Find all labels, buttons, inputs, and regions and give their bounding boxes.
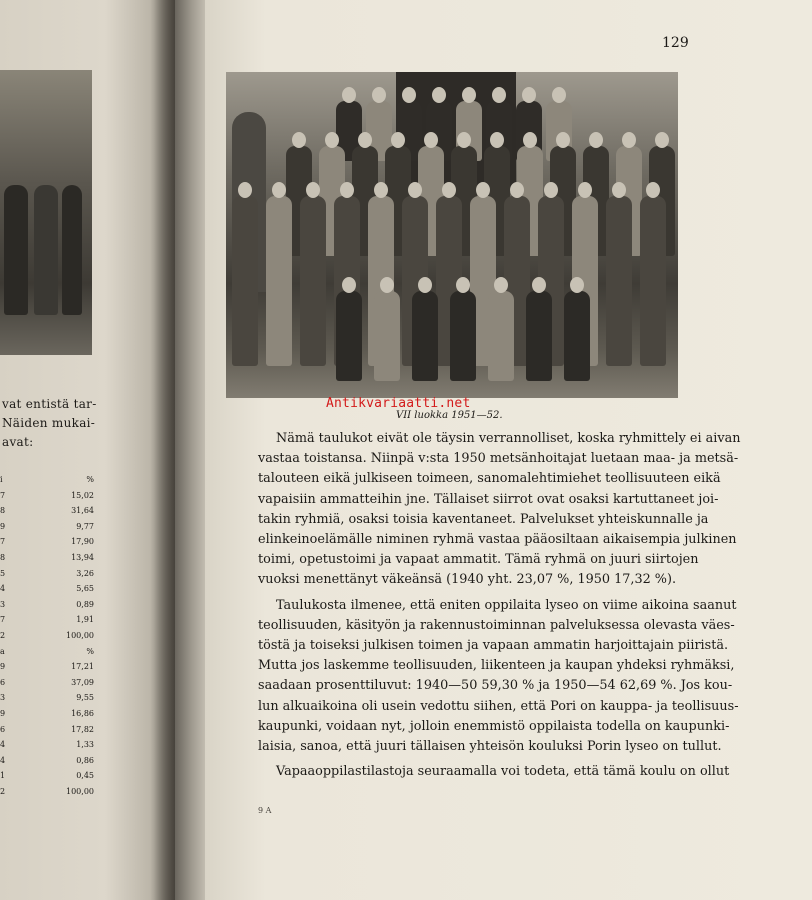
text-line: lun alkuaikoina oli usein vedottu siihen, että Pori on kauppa- ja teollisuus- [258,698,739,714]
photo-person [336,291,362,381]
table-row [0,597,100,613]
table-cell: 0,45 [76,771,94,781]
table-row [0,628,100,644]
photo-person-head [494,277,508,293]
table-row [0,768,100,784]
table-row [0,722,100,738]
signature-mark: 9 A [258,806,272,815]
text-line: töstä ja toiseksi julkisen toimen ja vapaan ammatin harjoittajain piiristä. [258,638,729,654]
photo-person-head [612,182,626,198]
table-cell: 15,02 [71,490,94,500]
paragraph-3 [258,762,730,782]
photo-person-head [418,277,432,293]
photo-person [450,291,476,381]
table-cell: 17,21 [71,662,94,672]
table-cell: 0,86 [76,755,94,765]
photo-person-head [522,87,536,103]
table-cell: 9 [0,521,6,531]
left-text-line: avat: [2,435,34,449]
photo-person [412,291,438,381]
text-line: toimi, opetustoimi ja vapaat ammatit. Tämä ryhmä on juuri siirtojen [258,552,699,568]
photo-person-head [462,87,476,103]
photo-person-head [391,132,405,148]
photo-person-head [570,277,584,293]
watermark: Antikvariaatti.net [326,396,471,411]
table-cell: 1,91 [76,615,94,625]
photo-person [526,291,552,381]
table-row [0,644,100,660]
table-cell: 9,77 [76,521,94,531]
text-line: Taulukosta ilmenee, että eniten oppilaita lyseo on viime aikoina saanut [276,597,737,613]
table-row [0,675,100,691]
photo-person-head [424,132,438,148]
photo-person-head [578,182,592,198]
text-line: takin ryhmiä, osaksi toisia kaventaneet. Palvelukset yhteiskunnalle ja [258,511,709,527]
photo-person-head [374,182,388,198]
paragraph-1 [258,429,741,591]
table-cell: 3,26 [76,568,94,578]
photo-person [564,291,590,381]
table-cell: 4 [0,584,6,594]
photo-caption: VII luokka 1951—52. [396,410,503,421]
text-line: laisia, sanoa, että juuri tällaisen yhteisön kouluksi Porin lyseo on tullut. [258,739,722,755]
photo-person-head [380,277,394,293]
table-cell: 2 [0,630,6,640]
table-cell: 5,65 [76,584,94,594]
photo-person [606,196,632,366]
photo-person-head [552,87,566,103]
table-cell: % [86,646,94,656]
table-cell: 4 [0,740,6,750]
photo-person-head [490,132,504,148]
table-row [0,690,100,706]
photo-person-head [442,182,456,198]
photo-person-head [340,182,354,198]
table-cell: 6 [0,677,6,687]
left-page-table [0,472,100,799]
table-cell: 7 [0,615,6,625]
table-row [0,612,100,628]
photo-person-head [510,182,524,198]
photo-person-head [358,132,372,148]
photo-person-head [272,182,286,198]
table-cell: 6 [0,724,6,734]
table-cell: 0,89 [76,599,94,609]
table-row [0,566,100,582]
table-cell: 2 [0,786,6,796]
photo-person-head [238,182,252,198]
photo-person-head [532,277,546,293]
table-cell: 4 [0,755,6,765]
table-row [0,472,100,488]
photo-person-head [492,87,506,103]
table-row [0,581,100,597]
table-cell: i [0,475,3,484]
table-cell: 13,94 [71,552,94,562]
text-line: talouteen eikä julkiseen toimeen, sanomalehtimiehet teollisuuteen eikä [258,471,721,487]
photo-person-head [342,87,356,103]
photo-figure [62,185,82,315]
photo-person-head [325,132,339,148]
table-cell: 7 [0,537,6,547]
photo-person-head [646,182,660,198]
table-cell: 9 [0,708,6,718]
photo-person-head [306,182,320,198]
table-cell: 100,00 [66,630,94,640]
table-cell: 8 [0,552,6,562]
text-line: vastaa toistansa. Niinpä v:sta 1950 metsänhoitajat luetaan maa- ja metsä- [258,451,739,467]
photo-person-head [655,132,669,148]
table-row [0,488,100,504]
photo-person-head [622,132,636,148]
table-cell: 1,33 [76,740,94,750]
paragraph-2 [258,596,739,758]
table-row [0,519,100,535]
table-row [0,659,100,675]
text-line: kaupunki, voidaan nyt, jolloin enemmistö oppilaista todella on kaupunki- [258,718,730,734]
table-row [0,706,100,722]
body-text [258,429,741,782]
table-row [0,534,100,550]
text-line: teollisuuden, käsityön ja rakennustoiminnan palveluksessa olevasta väes- [258,617,735,633]
left-text-line: Näiden mukai- [2,416,96,430]
table-cell: 31,64 [71,506,94,516]
photo-figure [34,185,58,315]
table-cell: 37,09 [71,677,94,687]
photo-person-head [476,182,490,198]
table-row [0,550,100,566]
photo-person [232,196,258,366]
photo-person-head [342,277,356,293]
left-page-text [2,395,102,452]
text-line: vapaisiin ammatteihin jne. Tällaiset siirrot ovat osaksi kartuttaneet joi- [258,491,719,507]
photo-person-head [589,132,603,148]
table-cell: 17,90 [71,537,94,547]
table-cell: 8 [0,506,6,516]
table-cell: 1 [0,771,6,781]
table-cell: 17,82 [71,724,94,734]
text-line: Nämä taulukot eivät ole täysin verrannolliset, koska ryhmittely ei aivan [276,431,741,446]
table-cell: 100,00 [66,786,94,796]
photo-person-head [457,132,471,148]
left-page-photo [0,70,92,355]
table-cell: % [86,475,94,484]
photo-person-head [456,277,470,293]
photo-person-head [544,182,558,198]
photo-person-head [292,132,306,148]
photo-person [374,291,400,381]
photo-person [300,196,326,366]
table-cell: 9,55 [76,693,94,703]
table-row [0,503,100,519]
text-line: vuoksi menettänyt väkeänsä (1940 yht. 23,07 %, 1950 17,32 %). [258,572,677,588]
table-row [0,753,100,769]
table-row [0,737,100,753]
photo-person [266,196,292,366]
text-line: elinkeinoelämälle niminen ryhmä vastaa pääosiltaan aikaisempia julkinen [258,532,737,548]
text-line: saadaan prosenttiluvut: 1940—50 59,30 % ja 1950—54 62,69 %. Jos kou- [258,678,733,694]
table-cell: 5 [0,568,6,578]
photo-person-head [432,87,446,103]
table-cell: 16,86 [71,708,94,718]
photo-person-head [523,132,537,148]
table-cell: 3 [0,599,6,609]
photo-person-head [372,87,386,103]
photo-person-head [402,87,416,103]
text-line: Mutta jos laskemme teollisuuden, liikenteen ja kaupan yhdeksi ryhmäksi, [258,658,735,674]
photo-figure [4,185,28,315]
left-text-line: vat entistä tar- [2,397,97,411]
table-cell: 3 [0,693,6,703]
left-page [0,0,175,900]
table-row [0,784,100,800]
table-cell: a [0,646,5,656]
photo-person [640,196,666,366]
table-cell: 7 [0,490,6,500]
class-photo [226,72,678,398]
text-line: Vapaaoppilastilastoja seuraamalla voi todeta, että tämä koulu on ollut [276,764,730,780]
page-number: 129 [662,35,689,51]
table-cell: 9 [0,662,6,672]
photo-person-head [408,182,422,198]
photo-person [488,291,514,381]
photo-person-head [556,132,570,148]
